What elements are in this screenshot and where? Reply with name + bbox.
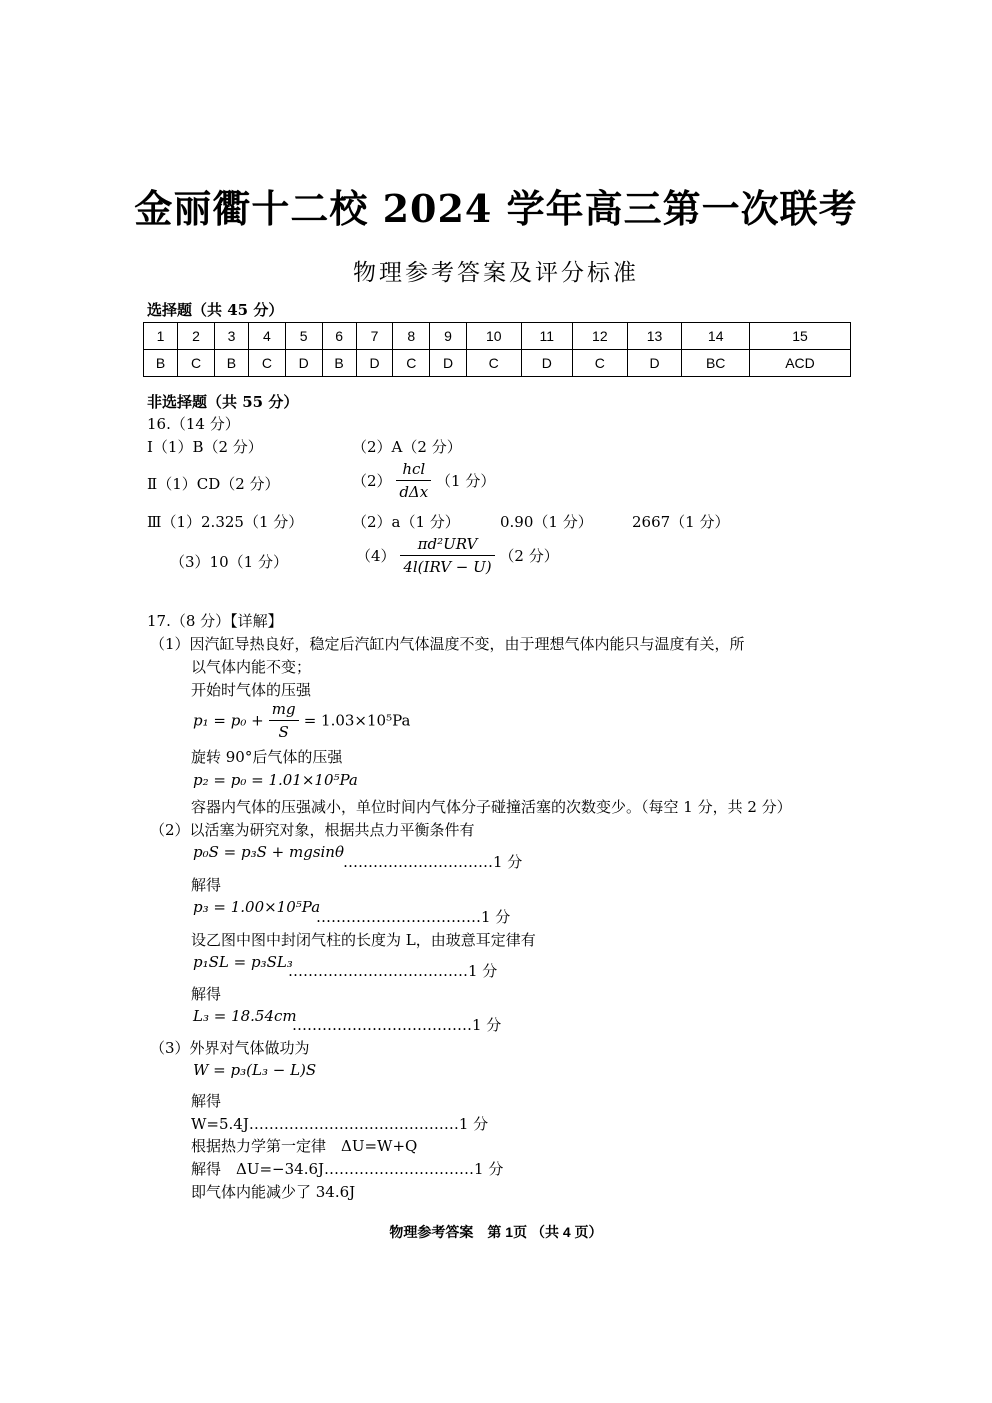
table-row-numbers	[144, 323, 851, 350]
table-cell-question-number: 13	[627, 323, 682, 350]
table-cell-question-number: 6	[322, 323, 356, 350]
q17-eq5-score: ………………………………1 分	[288, 962, 498, 980]
table-cell-question-number: 1	[144, 323, 178, 350]
table-cell-question-number: 15	[749, 323, 850, 350]
q17-jiede-2: 解得	[191, 985, 222, 1003]
eq1-left: p₁ = p₀ +	[193, 711, 264, 730]
table-cell-answer: C	[178, 350, 215, 377]
q17-p3-line3: 解得 ΔU=−34.6J…………………………1 分	[191, 1160, 504, 1178]
q17-p1-line1: （1）因汽缸导热良好，稳定后汽缸内气体温度不变，由于理想气体内能只与温度有关，所	[150, 635, 745, 653]
q16-I-2: （2）A（2 分）	[352, 438, 462, 456]
table-cell-question-number: 4	[249, 323, 286, 350]
q16-II-1: Ⅱ（1）CD（2 分）	[147, 475, 280, 493]
table-cell-answer: B	[322, 350, 356, 377]
q17-jiede-3: 解得	[191, 1092, 222, 1110]
table-cell-answer: D	[430, 350, 467, 377]
q17-eq2: p₂ = p₀ = 1.01×10⁵Pa	[193, 771, 358, 789]
table-cell-question-number: 3	[214, 323, 248, 350]
mc-heading: 选择题（共 45 分）	[147, 301, 284, 319]
q17-p3-line2: 根据热力学第一定律 ΔU=W+Q	[191, 1137, 418, 1155]
q16-III-2: （2）a（1 分）	[352, 513, 460, 531]
fraction-numerator: mg	[269, 700, 299, 721]
q17-eq7: W = p₃(L₃ − L)S	[193, 1061, 317, 1079]
q17-jiede-1: 解得	[191, 876, 222, 894]
table-cell-question-number: 10	[466, 323, 521, 350]
q17-eq3-score: …………………………1 分	[343, 853, 523, 871]
q16-II-2-score: （1 分）	[436, 472, 496, 490]
q17-eq4: p₃ = 1.00×10⁵Pa	[193, 898, 321, 916]
q16-III-4	[356, 535, 559, 576]
q17-p1-line5: 容器内气体的压强减小，单位时间内气体分子碰撞活塞的次数变少。（每空 1 分，共 2 分）	[191, 798, 792, 816]
q17-p2-line2: 设乙图中图中封闭气柱的长度为 L，由玻意耳定律有	[191, 931, 536, 949]
q17-eq5: p₁SL = p₃SL₃	[193, 953, 293, 971]
fraction-denominator: S	[278, 723, 289, 741]
table-cell-question-number: 8	[393, 323, 430, 350]
q17-eq1	[193, 700, 410, 741]
q16-III-3: （3）10（1 分）	[170, 553, 288, 571]
table-cell-question-number: 12	[572, 323, 627, 350]
q17-p3-line4: 即气体内能减少了 34.6J	[191, 1183, 356, 1201]
table-cell-answer: D	[627, 350, 682, 377]
q17-p1-line3: 开始时气体的压强	[191, 681, 312, 699]
table-cell-answer: D	[285, 350, 322, 377]
q16-heading: 16.（14 分）	[147, 415, 240, 433]
table-cell-question-number: 2	[178, 323, 215, 350]
page-footer: 物理参考答案 第 1页 （共 4 页）	[389, 1224, 603, 1240]
table-cell-answer: C	[572, 350, 627, 377]
q16-I-1: Ⅰ（1）B（2 分）	[147, 438, 263, 456]
table-cell-answer: BC	[682, 350, 750, 377]
q17-p2-line1: （2）以活塞为研究对象，根据共点力平衡条件有	[150, 821, 475, 839]
q17-p1-line4: 旋转 90°后气体的压强	[191, 748, 343, 766]
q16-III-2c: 2667（1 分）	[632, 513, 730, 531]
q17-eq6-score: ………………………………1 分	[292, 1016, 502, 1034]
q16-III-4-pre: （4）	[356, 547, 396, 565]
q16-II-2	[352, 460, 495, 501]
table-cell-answer: D	[356, 350, 393, 377]
nonmc-heading: 非选择题（共 55 分）	[147, 393, 299, 411]
table-cell-question-number: 11	[521, 323, 572, 350]
table-cell-question-number: 14	[682, 323, 750, 350]
table-cell-question-number: 7	[356, 323, 393, 350]
q16-III-4-score: （2 分）	[499, 547, 559, 565]
eq1-fraction	[269, 700, 299, 741]
table-cell-answer: C	[249, 350, 286, 377]
table-cell-answer: B	[214, 350, 248, 377]
q16-III-2b: 0.90（1 分）	[500, 513, 593, 531]
page-subtitle: 物理参考答案及评分标准	[353, 260, 639, 286]
answer-table	[143, 322, 851, 377]
q17-heading: 17.（8 分）【详解】	[147, 612, 283, 630]
table-cell-answer: D	[521, 350, 572, 377]
page-title: 金丽衢十二校 2024 学年高三第一次联考	[134, 186, 858, 231]
q16-II-2-pre: （2）	[352, 472, 392, 490]
q16-III-1: Ⅲ（1）2.325（1 分）	[147, 513, 304, 531]
q17-eq3: p₀S = p₃S + mgsinθ	[193, 843, 345, 861]
fraction-denominator: 4l(IRV − U)	[403, 558, 492, 576]
table-cell-answer: ACD	[749, 350, 850, 377]
table-cell-answer: C	[393, 350, 430, 377]
q17-p3-line1: （3）外界对气体做功为	[150, 1039, 310, 1057]
table-row-answers	[144, 350, 851, 377]
table-cell-question-number: 5	[285, 323, 322, 350]
q17-eq6: L₃ = 18.54cm	[193, 1007, 297, 1025]
table-cell-answer: C	[466, 350, 521, 377]
q17-p1-line2: 以气体内能不变；	[191, 658, 312, 676]
fraction-numerator: πd²URV	[400, 535, 494, 556]
q16-III-4-fraction	[400, 535, 494, 576]
q17-eq4-score: ……………………………1 分	[316, 908, 511, 926]
eq1-right: = 1.03×10⁵Pa	[303, 711, 411, 730]
table-cell-question-number: 9	[430, 323, 467, 350]
q17-eq8: W=5.4J……………………………………1 分	[191, 1115, 489, 1133]
fraction-numerator: hcl	[396, 460, 431, 481]
q16-II-2-fraction	[396, 460, 431, 501]
table-cell-answer: B	[144, 350, 178, 377]
fraction-denominator: dΔx	[399, 483, 429, 501]
